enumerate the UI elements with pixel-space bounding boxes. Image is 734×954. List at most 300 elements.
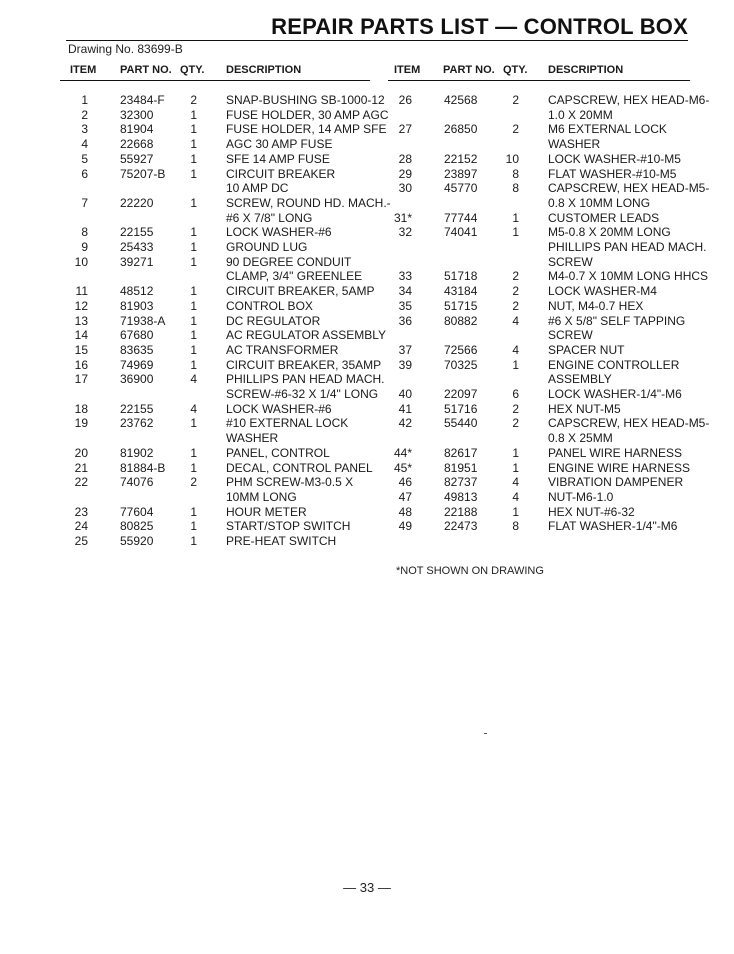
quantity: 1: [190, 416, 197, 431]
table-row: [388, 358, 690, 387]
quantity: 2: [512, 122, 519, 137]
quantity: 1: [512, 210, 519, 225]
item-number: 36: [398, 313, 412, 328]
part-number: 81951: [444, 460, 478, 475]
description-line: NUT-M6-1.0: [548, 489, 614, 504]
description-line: 10MM LONG: [226, 489, 297, 504]
parts-table-left: [60, 62, 391, 549]
table-row: [388, 416, 710, 446]
quantity: 4: [512, 313, 519, 328]
description: [226, 314, 370, 329]
quantity: 1: [190, 107, 197, 122]
table-row: [388, 211, 690, 226]
table-row: [388, 225, 707, 269]
item-number: 44*: [393, 445, 412, 460]
quantity: 1: [190, 137, 197, 152]
description-line: PHILLIPS PAN HEAD MACH.: [226, 372, 385, 387]
part-number: 49813: [444, 489, 478, 504]
table-row: [60, 284, 375, 299]
table-row: [60, 475, 370, 504]
description-line: DECAL, CONTROL PANEL: [226, 460, 373, 475]
part-number: 55440: [444, 416, 478, 431]
quantity: 10: [505, 151, 519, 166]
description: [548, 416, 710, 446]
table-row: [388, 343, 690, 358]
description-line: LOCK WASHER-1/4"-M6: [548, 387, 682, 402]
part-number: 75207-B: [120, 166, 166, 181]
item-number: 4: [81, 137, 88, 152]
table-row: [60, 137, 370, 152]
header-description: DESCRIPTION: [226, 64, 302, 76]
quantity: 1: [190, 195, 197, 210]
quantity: 1: [512, 225, 519, 240]
description: [548, 314, 690, 343]
table-row: [60, 402, 370, 417]
description-line: CAPSCREW, HEX HEAD-M6-: [548, 93, 710, 107]
table-row: [60, 328, 387, 343]
part-number: 55920: [120, 534, 154, 549]
table-header-left: [60, 62, 370, 81]
part-number: 32300: [120, 107, 154, 122]
header-part-no: PART NO.: [443, 64, 495, 76]
item-number: 18: [74, 401, 88, 416]
item-number: 26: [398, 93, 412, 107]
quantity: 8: [512, 181, 519, 196]
table-row: [388, 299, 690, 314]
item-number: 31*: [393, 210, 412, 225]
part-number: 22220: [120, 195, 154, 210]
part-number: 26850: [444, 122, 478, 137]
part-number: 22188: [444, 504, 478, 519]
parts-table-right: [388, 62, 710, 534]
table-row: [60, 299, 370, 314]
description-line: CIRCUIT BREAKER, 5AMP: [226, 284, 375, 299]
table-row: [388, 284, 690, 299]
table-row: [388, 387, 690, 402]
description: [548, 93, 710, 122]
item-number: 2: [81, 107, 88, 122]
table-row: [60, 357, 382, 373]
description-line: 0.8 X 25MM: [548, 431, 613, 446]
item-number: 21: [74, 460, 88, 475]
description-line: WASHER: [548, 137, 601, 152]
description-line: VIBRATION DAMPENER: [548, 475, 684, 490]
quantity: 1: [190, 166, 197, 181]
table-row: [388, 490, 690, 505]
quantity: 1: [190, 284, 197, 299]
description: [548, 167, 690, 182]
table-row: [388, 461, 690, 476]
part-number: 77604: [120, 504, 154, 519]
description-line: CUSTOMER LEADS: [548, 210, 660, 225]
title-rule: [66, 40, 688, 41]
description: [548, 299, 690, 314]
description: [226, 534, 370, 549]
table-body-left: [60, 93, 391, 549]
table-row: [60, 505, 370, 520]
part-number: 80882: [444, 313, 478, 328]
quantity: 1: [512, 460, 519, 475]
item-number: 19: [74, 416, 88, 431]
description: [226, 519, 370, 534]
item-number: 45*: [393, 460, 412, 475]
description: [226, 402, 370, 417]
description-line: CAPSCREW, HEX HEAD-M5-: [548, 416, 710, 431]
quantity: 1: [512, 445, 519, 460]
description: [226, 343, 370, 358]
quantity: 2: [512, 401, 519, 416]
page-number: — 33 —: [343, 880, 391, 895]
part-number: 23897: [444, 166, 478, 181]
table-row: [388, 93, 710, 122]
table-row: [388, 446, 690, 461]
table-row: [60, 416, 370, 445]
part-number: 22668: [120, 137, 154, 152]
part-number: 51715: [444, 298, 478, 313]
item-number: 27: [398, 122, 412, 137]
description-line: LOCK WASHER-#6: [226, 225, 332, 240]
quantity: 1: [190, 519, 197, 534]
part-number: 81904: [120, 122, 154, 137]
table-row: [388, 519, 690, 534]
item-number: 24: [74, 519, 88, 534]
description-line: FUSE HOLDER, 14 AMP SFE: [226, 122, 387, 137]
description: [548, 519, 690, 534]
description: [548, 490, 690, 505]
item-number: 16: [74, 357, 88, 372]
description: [226, 416, 370, 445]
description: [548, 358, 690, 387]
description: [548, 387, 690, 402]
table-row: [60, 167, 370, 196]
header-part-no: PART NO.: [120, 64, 172, 76]
part-number: 82617: [444, 445, 478, 460]
part-number: 23484-F: [120, 93, 165, 107]
description-line: NUT, M4-0.7 HEX: [548, 298, 644, 313]
table-row: [388, 505, 690, 520]
description: [226, 240, 370, 255]
description: [226, 195, 391, 225]
description-line: LOCK WASHER-#6: [226, 401, 332, 416]
description: [548, 269, 709, 284]
description-line: AGC 30 AMP FUSE: [226, 137, 333, 152]
description: [548, 284, 690, 299]
table-row: [60, 195, 391, 225]
part-number: 81903: [120, 298, 154, 313]
description-line: AC TRANSFORMER: [226, 342, 339, 357]
quantity: 2: [512, 298, 519, 313]
part-number: 67680: [120, 328, 154, 343]
table-row: [60, 93, 385, 108]
description: [226, 152, 370, 167]
description-line: M4-0.7 X 10MM LONG HHCS: [548, 269, 709, 284]
description: [548, 122, 690, 151]
description-line: SPACER NUT: [548, 342, 625, 357]
description-line: 10 AMP DC: [226, 181, 289, 196]
description-line: GROUND LUG: [226, 240, 308, 255]
header-qty: QTY.: [503, 64, 528, 76]
description-line: HEX NUT-M5: [548, 401, 621, 416]
quantity: 1: [512, 504, 519, 519]
item-number: 15: [74, 342, 88, 357]
table-row: [60, 225, 370, 240]
table-row: [388, 181, 710, 210]
description: [226, 446, 370, 461]
table-row: [60, 122, 387, 137]
description-line: DC REGULATOR: [226, 313, 321, 328]
item-number: 13: [74, 313, 88, 328]
description-line: M6 EXTERNAL LOCK: [548, 122, 667, 137]
table-row: [388, 402, 690, 417]
quantity: 2: [512, 269, 519, 284]
drawing-number: Drawing No. 83699-B: [68, 42, 183, 56]
part-number: 80825: [120, 519, 154, 534]
description: [226, 372, 385, 402]
quantity: 1: [190, 328, 197, 343]
item-number: 28: [398, 151, 412, 166]
scan-speck: [484, 733, 487, 734]
header-item: ITEM: [394, 64, 421, 76]
description: [226, 357, 382, 373]
quantity: 6: [512, 387, 519, 402]
description: [226, 167, 370, 196]
quantity: 1: [190, 298, 197, 313]
quantity: 1: [190, 225, 197, 240]
description-line: SCREW-#6-32 X 1/4" LONG: [226, 387, 379, 402]
description-line: 0.8 X 10MM LONG: [548, 195, 651, 210]
description: [548, 343, 690, 358]
description-line: #10 EXTERNAL LOCK: [226, 416, 349, 431]
quantity: 1: [190, 504, 197, 519]
description-line: PANEL WIRE HARNESS: [548, 445, 683, 460]
item-number: 29: [398, 166, 412, 181]
description: [548, 505, 690, 520]
table-row: [388, 269, 709, 284]
description-line: PANEL, CONTROL: [226, 445, 330, 460]
part-number: 25433: [120, 240, 154, 255]
quantity: 2: [512, 93, 519, 107]
description-line: FUSE HOLDER, 30 AMP AGC: [226, 107, 389, 122]
quantity: 1: [190, 342, 197, 357]
item-number: 33: [398, 269, 412, 284]
description-line: PHM SCREW-M3-0.5 X: [226, 475, 354, 490]
item-number: 7: [81, 195, 88, 210]
item-number: 41: [398, 401, 412, 416]
quantity: 1: [190, 534, 197, 549]
part-number: 22155: [120, 225, 154, 240]
description: [226, 328, 387, 343]
item-number: 20: [74, 445, 88, 460]
description: [226, 122, 387, 137]
part-number: 81902: [120, 445, 154, 460]
table-row: [60, 107, 389, 123]
item-number: 48: [398, 504, 412, 519]
table-row: [60, 446, 370, 461]
description: [548, 446, 690, 461]
part-number: 81884-B: [120, 460, 166, 475]
description: [548, 475, 690, 490]
table-row: [60, 460, 373, 476]
description-line: PHILLIPS PAN HEAD MACH.: [548, 240, 707, 255]
part-number: 74041: [444, 225, 478, 240]
description: [226, 255, 370, 284]
item-number: 9: [81, 240, 88, 255]
quantity: 1: [190, 122, 197, 137]
description: [226, 284, 375, 299]
description: [226, 475, 370, 504]
item-number: 47: [398, 489, 412, 504]
item-number: 23: [74, 504, 88, 519]
item-number: 42: [398, 416, 412, 431]
table-row: [388, 475, 690, 490]
description-line: WASHER: [226, 431, 279, 446]
description-line: 90 DEGREE CONDUIT: [226, 254, 352, 269]
description-line: CAPSCREW, HEX HEAD-M5-: [548, 181, 710, 196]
description: [548, 211, 690, 226]
part-number: 51718: [444, 269, 478, 284]
item-number: 8: [81, 225, 88, 240]
item-number: 5: [81, 151, 88, 166]
table-row: [388, 314, 690, 343]
quantity: 4: [190, 401, 197, 416]
description-line: ENGINE WIRE HARNESS: [548, 460, 691, 475]
table-header-right: [388, 62, 690, 81]
header-description: DESCRIPTION: [548, 64, 624, 76]
description-line: CLAMP, 3/4" GREENLEE: [226, 269, 363, 284]
table-row: [388, 167, 690, 182]
description: [226, 107, 389, 123]
description: [226, 299, 370, 314]
description-line: CIRCUIT BREAKER, 35AMP: [226, 357, 382, 372]
quantity: 1: [190, 460, 197, 475]
description-line: FLAT WASHER-#10-M5: [548, 166, 677, 181]
table-row: [60, 534, 370, 549]
part-number: 74969: [120, 357, 154, 372]
part-number: 74076: [120, 475, 154, 490]
description-line: #6 X 5/8" SELF TAPPING: [548, 313, 686, 328]
header-item: ITEM: [70, 64, 97, 76]
table-row: [60, 314, 370, 329]
part-number: 71938-A: [120, 313, 166, 328]
part-number: 51716: [444, 401, 478, 416]
description: [548, 225, 707, 269]
quantity: 4: [512, 342, 519, 357]
description-line: LOCK WASHER-M4: [548, 284, 657, 299]
description-line: AC REGULATOR ASSEMBLY: [226, 328, 387, 343]
description: [226, 460, 373, 476]
description-line: LOCK WASHER-#10-M5: [548, 151, 681, 166]
part-number: 42568: [444, 93, 478, 107]
description-line: SCREW: [548, 254, 593, 269]
description: [548, 152, 690, 167]
header-qty: QTY.: [180, 64, 205, 76]
part-number: 77744: [444, 210, 478, 225]
part-number: 45770: [444, 181, 478, 196]
table-row: [60, 240, 370, 255]
part-number: 22152: [444, 151, 478, 166]
item-number: 39: [398, 357, 412, 372]
part-number: 82737: [444, 475, 478, 490]
description-line: SNAP-BUSHING SB-1000-12: [226, 93, 385, 107]
description: [548, 402, 690, 417]
table-row: [60, 255, 370, 284]
quantity: 4: [512, 475, 519, 490]
description: [226, 505, 370, 520]
item-number: 3: [81, 122, 88, 137]
table-row: [388, 152, 690, 167]
item-number: 6: [81, 166, 88, 181]
item-number: 22: [74, 475, 88, 490]
item-number: 1: [81, 93, 88, 107]
item-number: 46: [398, 475, 412, 490]
quantity: 1: [190, 151, 197, 166]
part-number: 36900: [120, 372, 154, 387]
part-number: 23762: [120, 416, 154, 431]
description-line: #6 X 7/8" LONG: [226, 210, 313, 225]
description-line: SCREW, ROUND HD. MACH.-: [226, 195, 391, 210]
item-number: 11: [75, 284, 88, 299]
description: [226, 137, 370, 152]
description-line: CONTROL BOX: [226, 298, 313, 313]
quantity: 1: [190, 357, 197, 372]
table-row: [388, 122, 690, 151]
table-row: [60, 152, 370, 167]
part-number: 22473: [444, 519, 478, 534]
part-number: 83635: [120, 342, 154, 357]
item-number: 35: [398, 298, 412, 313]
item-number: 37: [398, 342, 412, 357]
description-line: SFE 14 AMP FUSE: [226, 151, 330, 166]
description-line: HEX NUT-#6-32: [548, 504, 635, 519]
table-row: [60, 343, 370, 358]
item-number: 10: [74, 254, 88, 269]
item-number: 25: [74, 534, 88, 549]
item-number: 12: [74, 298, 88, 313]
description-line: PRE-HEAT SWITCH: [226, 534, 337, 549]
description-line: START/STOP SWITCH: [226, 519, 351, 534]
quantity: 8: [512, 166, 519, 181]
quantity: 4: [190, 372, 197, 387]
description: [548, 461, 690, 476]
description-line: ASSEMBLY: [548, 372, 612, 387]
table-body-right: [388, 93, 710, 534]
quantity: 4: [512, 489, 519, 504]
quantity: 1: [190, 254, 197, 269]
table-row: [60, 519, 370, 534]
part-number: 70325: [444, 357, 478, 372]
description-line: SCREW: [548, 328, 593, 343]
part-number: 43184: [444, 284, 478, 299]
item-number: 30: [398, 181, 412, 196]
description-line: HOUR METER: [226, 504, 307, 519]
quantity: 8: [512, 519, 519, 534]
footnote: *NOT SHOWN ON DRAWING: [396, 565, 544, 577]
item-number: 32: [398, 225, 412, 240]
item-number: 34: [398, 284, 412, 299]
part-number: 72566: [444, 342, 478, 357]
description-line: M5-0.8 X 20MM LONG: [548, 225, 671, 240]
part-number: 55927: [120, 151, 154, 166]
item-number: 49: [398, 519, 412, 534]
part-number: 48512: [120, 284, 154, 299]
description-line: CIRCUIT BREAKER: [226, 166, 336, 181]
item-number: 14: [74, 328, 88, 343]
table-row: [60, 372, 385, 402]
part-number: 39271: [120, 254, 154, 269]
part-number: 22097: [444, 387, 478, 402]
part-number: 22155: [120, 401, 154, 416]
quantity: 2: [190, 93, 197, 107]
